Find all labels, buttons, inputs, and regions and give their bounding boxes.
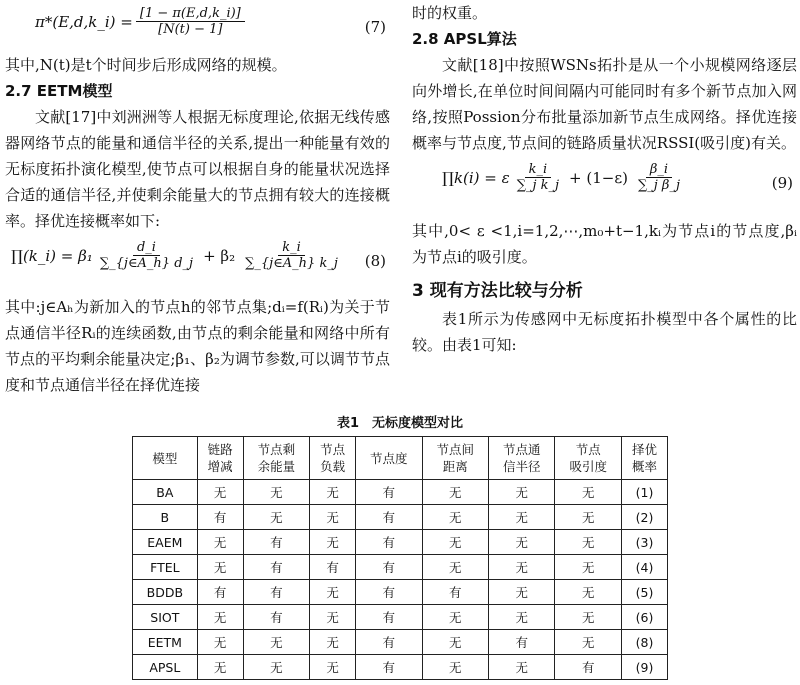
- header-cell: 节点度: [356, 437, 422, 480]
- paragraph-9: 其中,0< ε <1,i=1,2,⋯,m₀+t−1,kᵢ为节点i的节点度,βᵢ为节点i的吸引度。: [412, 222, 797, 266]
- table-body: [133, 480, 668, 680]
- table-cell: 有: [197, 580, 243, 605]
- table-cell: 有: [356, 530, 422, 555]
- equation-8: [5, 234, 390, 294]
- table-cell: 有: [356, 580, 422, 605]
- eq7-lhs: π*(E,d,k_i) =: [35, 12, 133, 31]
- table-cell: 有: [422, 580, 488, 605]
- eq8-f2-denominator: ∑_{j∈A_h} k_j: [245, 256, 338, 271]
- table-cell: 有: [310, 555, 356, 580]
- eq8-number: (8): [364, 252, 386, 270]
- eq9-f1-denominator: ∑_j k_j: [516, 178, 560, 193]
- table-cell: 无: [489, 530, 555, 555]
- section-2-7-heading: 2.7 EETM模型: [5, 82, 113, 100]
- eq9-fraction-1: [513, 162, 563, 193]
- table-cell: 有: [489, 630, 555, 655]
- header-cell: 节点通 信半径: [489, 437, 555, 480]
- equation-9: [412, 156, 797, 218]
- table-cell: 有: [243, 530, 309, 555]
- eq8-f1-numerator: d_i: [133, 240, 160, 256]
- table-cell: 无: [310, 605, 356, 630]
- table-cell: 有: [356, 630, 422, 655]
- table-cell: 有: [243, 580, 309, 605]
- paragraph-continued: 时的权重。: [412, 4, 488, 22]
- table-cell: (6): [621, 605, 667, 630]
- table-cell: 无: [243, 630, 309, 655]
- table-cell: 有: [356, 655, 422, 680]
- table-cell: 无: [489, 555, 555, 580]
- model-name-cell: BA: [133, 480, 198, 505]
- comparison-table: [132, 436, 668, 680]
- eq8-f2-numerator: k_i: [278, 240, 305, 256]
- table-caption: 表1 无标度模型对比: [336, 416, 464, 431]
- eq7-number: (7): [364, 18, 386, 36]
- eq7-numerator: [1 − π(E,d,k_i)]: [136, 6, 245, 22]
- header-cell: 模型: [133, 437, 198, 480]
- right-column: [412, 0, 797, 358]
- table-cell: 无: [197, 530, 243, 555]
- table-cell: 无: [197, 480, 243, 505]
- header-cell: 节点间 距离: [422, 437, 488, 480]
- table-cell: 无: [422, 530, 488, 555]
- eq9-fraction-2: [634, 162, 684, 193]
- table-cell: 无: [489, 505, 555, 530]
- table-cell: 无: [310, 630, 356, 655]
- section-3-heading: 3 现有方法比较与分析: [412, 281, 583, 301]
- table-cell: 无: [243, 505, 309, 530]
- table-cell: 有: [243, 555, 309, 580]
- table-cell: 无: [197, 605, 243, 630]
- table-cell: 无: [555, 530, 621, 555]
- model-name-cell: EAEM: [133, 530, 198, 555]
- table-cell: 无: [422, 505, 488, 530]
- header-cell: 节点 负载: [310, 437, 356, 480]
- table-row: [133, 530, 668, 555]
- eq9-f2-numerator: β_i: [646, 162, 672, 178]
- table-cell: 有: [356, 605, 422, 630]
- table-cell: 无: [197, 655, 243, 680]
- table-cell: 无: [422, 480, 488, 505]
- table-row: [133, 480, 668, 505]
- table-row: [133, 605, 668, 630]
- eq9-f2-denominator: ∑_j β_j: [637, 178, 680, 193]
- table-cell: 无: [555, 480, 621, 505]
- table-row: [133, 580, 668, 605]
- left-column: [5, 0, 390, 398]
- model-name-cell: B: [133, 505, 198, 530]
- eq8-f1-denominator: ∑_{j∈A_h} d_j: [99, 256, 194, 271]
- table-cell: 无: [422, 605, 488, 630]
- table-cell: 无: [197, 630, 243, 655]
- equation-7: [5, 0, 390, 52]
- table-cell: 无: [489, 655, 555, 680]
- header-cell: 择优 概率: [621, 437, 667, 480]
- table-cell: 无: [422, 630, 488, 655]
- table-cell: 无: [555, 580, 621, 605]
- table-cell: 无: [489, 605, 555, 630]
- table-cell: (4): [621, 555, 667, 580]
- table-cell: 无: [310, 480, 356, 505]
- section-2-8-heading: 2.8 APSL算法: [412, 30, 517, 48]
- table-header-row: [133, 437, 668, 480]
- table-cell: 无: [555, 505, 621, 530]
- table-cell: (5): [621, 580, 667, 605]
- eq8-plus: + β₂: [203, 246, 236, 265]
- table-cell: (2): [621, 505, 667, 530]
- model-name-cell: FTEL: [133, 555, 198, 580]
- table-cell: 无: [197, 555, 243, 580]
- paragraph-2-8: 文献[18]中按照WSNs拓扑是从一个小规模网络逐层向外增长,在单位时间间隔内可能同时有多个新节点加入网络,按照Possion分布批量添加新节点生成网络。择优连接概率与节点度,节点间的链路质量状况RSSI(吸引度)有关。: [412, 56, 797, 152]
- paragraph-nt: 其中,N(t)是t个时间步后形成网络的规模。: [5, 56, 287, 74]
- table-row: [133, 655, 668, 680]
- table-cell: (8): [621, 630, 667, 655]
- table-cell: 有: [356, 505, 422, 530]
- table-cell: 有: [243, 605, 309, 630]
- table-cell: 无: [422, 555, 488, 580]
- model-name-cell: EETM: [133, 630, 198, 655]
- table-cell: (1): [621, 480, 667, 505]
- eq9-f1-numerator: k_i: [525, 162, 552, 178]
- eq9-mid: + (1−ε): [569, 168, 628, 187]
- table-cell: (9): [621, 655, 667, 680]
- table-cell: 无: [310, 655, 356, 680]
- table-1-area: [0, 412, 800, 680]
- table-row: [133, 505, 668, 530]
- table-cell: 无: [489, 480, 555, 505]
- table-cell: 无: [555, 605, 621, 630]
- eq8-lhs: ∏(k_i) = β₁: [11, 246, 93, 265]
- table-cell: 无: [489, 580, 555, 605]
- eq9-number: (9): [771, 174, 793, 192]
- model-name-cell: APSL: [133, 655, 198, 680]
- table-cell: 有: [555, 655, 621, 680]
- table-cell: 无: [310, 505, 356, 530]
- table-cell: 无: [310, 580, 356, 605]
- paragraph-3: 表1所示为传感网中无标度拓扑模型中各个属性的比较。由表1可知:: [412, 310, 797, 354]
- table-cell: 无: [243, 655, 309, 680]
- table-cell: 有: [356, 555, 422, 580]
- eq7-fraction: [136, 6, 245, 37]
- table-cell: (3): [621, 530, 667, 555]
- paragraph-8: 其中:j∈Aₕ为新加入的节点h的邻节点集;dᵢ=f(Rᵢ)为关于节点通信半径Rᵢ的连续函数,由节点的剩余能量和网络中所有节点的平均剩余能量决定;β₁、β₂为调节参数,可以调节节点度和节点通信半径在择优连接: [5, 298, 390, 394]
- eq7-denominator: [N(t) − 1]: [158, 22, 223, 37]
- table-cell: 无: [310, 530, 356, 555]
- table-cell: 有: [197, 505, 243, 530]
- table-row: [133, 555, 668, 580]
- header-cell: 链路 增减: [197, 437, 243, 480]
- eq8-fraction-1: [96, 240, 197, 271]
- eq9-lhs: ∏k(i) = ε: [442, 168, 510, 187]
- table-cell: 无: [243, 480, 309, 505]
- table-cell: 无: [555, 630, 621, 655]
- table-cell: 无: [555, 555, 621, 580]
- table-cell: 有: [356, 480, 422, 505]
- table-cell: 无: [422, 655, 488, 680]
- model-name-cell: BDDB: [133, 580, 198, 605]
- header-cell: 节点剩 余能量: [243, 437, 309, 480]
- eq8-fraction-2: [241, 240, 342, 271]
- table-row: [133, 630, 668, 655]
- header-cell: 节点 吸引度: [555, 437, 621, 480]
- paragraph-2-7: 文献[17]中刘洲洲等人根据无标度理论,依据无线传感器网络节点的能量和通信半径的关系,提出一种能量有效的无标度拓扑演化模型,使节点可以根据自身的能量状况选择合适的通信半径,并使剩余能量大的节点拥有较大的连接概率。择优连接概率如下:: [5, 108, 390, 230]
- model-name-cell: SIOT: [133, 605, 198, 630]
